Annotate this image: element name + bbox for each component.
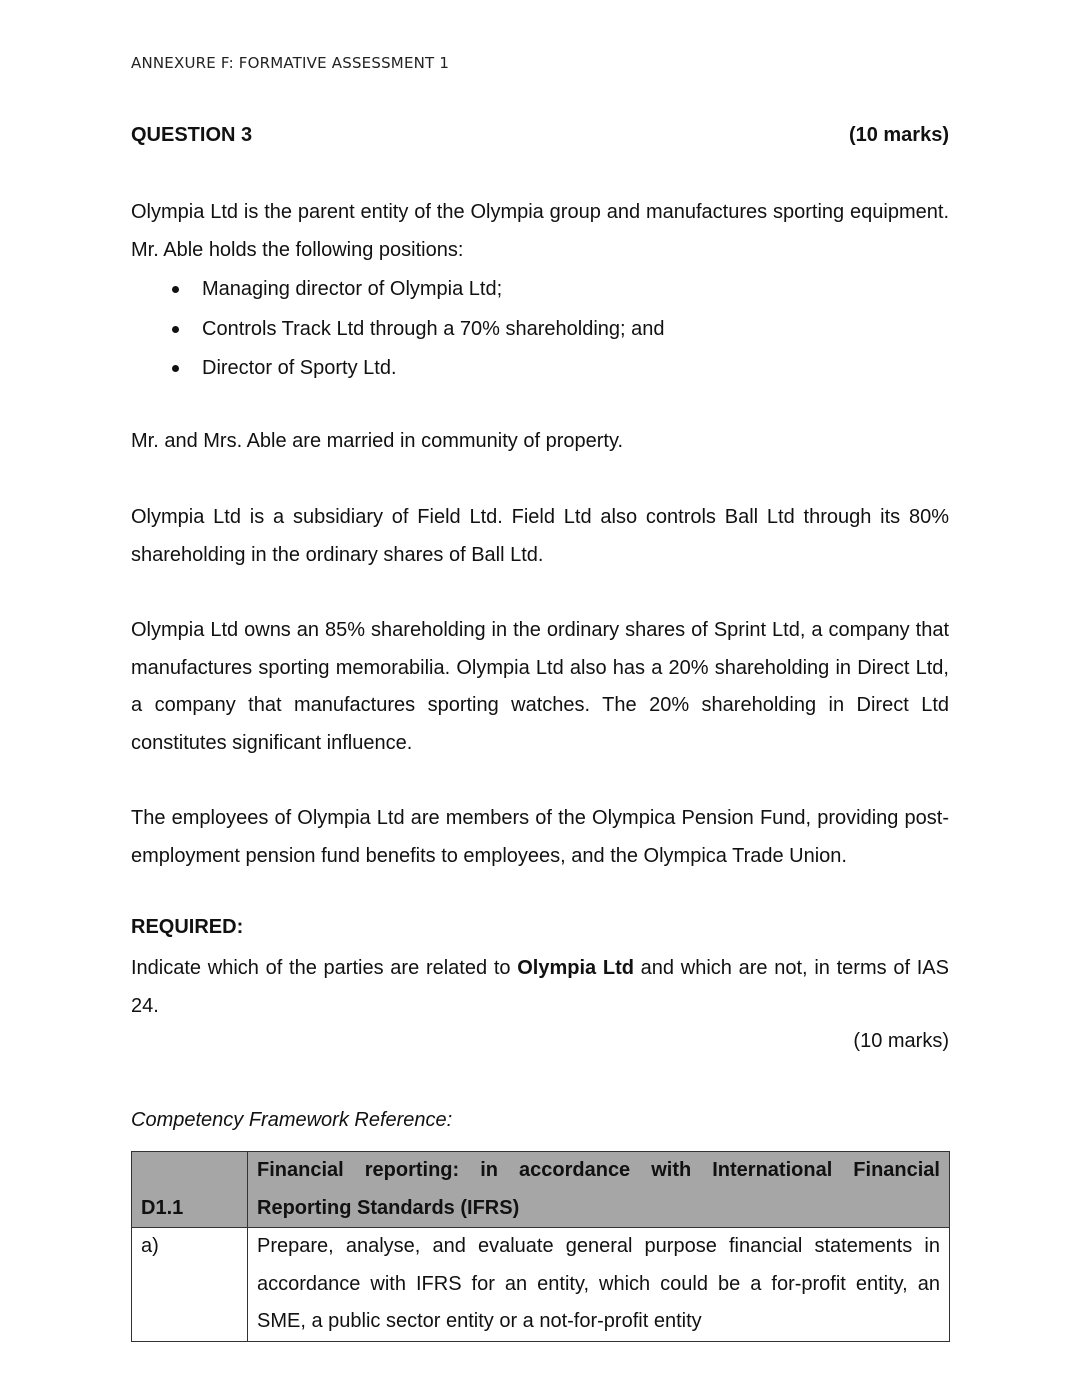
question-heading-row: [131, 124, 949, 147]
required-marks: (10 marks): [853, 1030, 949, 1052]
required-entity-name: Olympia Ltd: [517, 957, 634, 979]
list-item-text: Managing director of Olympia Ltd;: [202, 278, 503, 300]
list-item: [131, 350, 949, 390]
list-item: [131, 311, 949, 351]
marriage-paragraph: Mr. and Mrs. Able are married in community of property.: [131, 430, 624, 452]
table-cell-description: Prepare, analyse, and evaluate general purpose financial statements in accordance with IFRS for an entity, which could be a for-profit entity, an SME, a public sector entity or a not-for-profit entity: [248, 1228, 950, 1342]
table-header-description: Financial reporting: in accordance with International Financial Reporting Standards (IFRS): [248, 1152, 950, 1228]
bullet-icon: [172, 326, 179, 333]
intro-paragraph: Olympia Ltd is the parent entity of the Olympia group and manufactures sporting equipment. Mr. Able holds the following positions:: [131, 201, 949, 261]
table-header-code: D1.1: [132, 1152, 248, 1228]
shareholding-paragraph: Olympia Ltd owns an 85% shareholding in the ordinary shares of Sprint Ltd, a company that manufactures sporting memorabilia. Olympia Ltd also has a 20% shareholding in Direct Ltd, a company that manufactures sporting watches. The 20% shareholding in Direct Ltd constitutes significant influence.: [131, 619, 949, 754]
list-item-text: Controls Track Ltd through a 70% shareholding; and: [202, 317, 665, 340]
employees-paragraph: The employees of Olympia Ltd are members of the Olympica Pension Fund, providing post-employment pension fund benefits to employees, and the Olympica Trade Union.: [131, 807, 949, 867]
subsidiary-paragraph: Olympia Ltd is a subsidiary of Field Ltd. Field Ltd also controls Ball Ltd through its 80% shareholding in the ordinary shares of Ball Ltd.: [131, 506, 949, 566]
bullet-icon: [172, 365, 179, 372]
required-text: [131, 950, 949, 1025]
table-row: [132, 1228, 950, 1342]
question-marks: (10 marks): [848, 124, 949, 146]
required-text-end: and which are not, in terms of IAS 24.: [131, 957, 949, 1017]
required-title: REQUIRED:: [131, 916, 244, 938]
table-cell-code: a): [132, 1228, 248, 1342]
competency-table: [131, 1151, 950, 1342]
bullet-icon: [172, 286, 179, 293]
annexure-header: ANNEXURE F: FORMATIVE ASSESSMENT 1: [131, 54, 450, 72]
question-title: QUESTION 3: [131, 124, 253, 146]
table-header-row: [132, 1152, 950, 1228]
positions-list: [131, 271, 949, 390]
competency-reference-label: Competency Framework Reference:: [131, 1109, 453, 1131]
list-item: [131, 271, 949, 311]
required-text-start: Indicate which of the parties are related to: [131, 957, 518, 979]
list-item-text: Director of Sporty Ltd.: [202, 357, 397, 379]
